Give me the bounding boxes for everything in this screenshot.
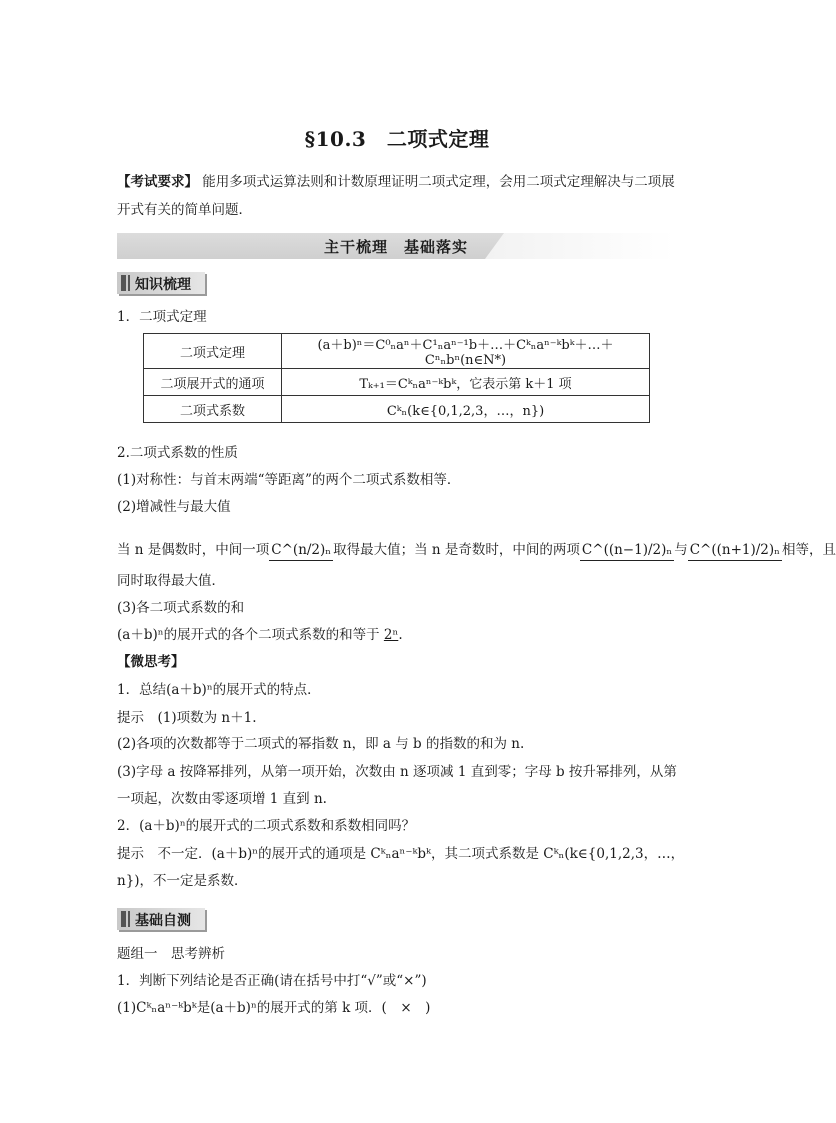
combination-odd-1: C^((n−1)/2)ₙ	[580, 540, 674, 561]
table-row	[144, 369, 650, 396]
formula-table	[143, 333, 650, 423]
exercise: 1．判断下列结论是否正确(请在括号中打“√”或“×”)	[117, 973, 427, 989]
table-row	[144, 396, 650, 423]
item1-title: 1．二项式定理	[117, 309, 207, 325]
table-content: Tₖ₊₁＝Cᵏₙaⁿ⁻ᵏbᵏ，它表示第 k＋1 项	[282, 369, 650, 396]
text-span: (a＋b)ⁿ的展开式的各个二项式系数的和等于	[117, 627, 380, 643]
combination-even: C^(n/2)ₙ	[269, 540, 333, 561]
text-span: 当 n 是偶数时，中间一项	[117, 542, 270, 558]
hint: n})，不一定是系数．	[117, 873, 248, 889]
exam-requirement-text: 能用多项式运算法则和计数原理证明二项式定理，会用二项式定理解决与二项展	[202, 174, 675, 190]
paragraph: (3)各二项式系数的和	[117, 600, 245, 616]
hint: (2)各项的次数都等于二项式的幂指数 n，即 a 与 b 的指数的和为 n.	[117, 736, 525, 752]
text-span: 取得最大值；当 n 是奇数时，中间的两项	[333, 542, 580, 558]
page-title: §10.3 二项式定理	[304, 127, 490, 151]
hint: 一项起，次数由零逐项增 1 直到 n.	[117, 791, 327, 807]
exam-requirement-line2: 开式有关的简单问题．	[117, 202, 252, 218]
table-content: Cᵏₙ(k∈{0,1,2,3，…，n})	[282, 396, 650, 423]
bar-icon	[121, 911, 126, 927]
think-tag: 【微思考】	[117, 654, 185, 670]
table-content: (a＋b)ⁿ＝C⁰ₙaⁿ＋C¹ₙaⁿ⁻¹b＋…＋Cᵏₙaⁿ⁻ᵏbᵏ＋…＋Cⁿₙbⁿ(n∈N*)	[282, 334, 650, 369]
paragraph-sum: (a＋b)ⁿ的展开式的各个二项式系数的和等于 2ⁿ.	[117, 627, 403, 643]
section-header-selftest	[117, 908, 205, 930]
bar-icon	[128, 911, 130, 927]
question: 1．总结(a＋b)ⁿ的展开式的特点．	[117, 682, 321, 698]
item2-title: 2.二项式系数的性质	[117, 445, 238, 461]
combination-odd-2: C^((n+1)/2)ₙ	[688, 540, 782, 561]
bar-icon	[121, 275, 126, 291]
group-title: 题组一 思考辨析	[117, 946, 225, 962]
text-span: 相等，且	[781, 542, 836, 558]
paragraph: (2)增减性与最大值	[117, 499, 231, 515]
hint: 提示 不一定．(a＋b)ⁿ的展开式的通项是 Cᵏₙaⁿ⁻ᵏbᵏ，其二项式系数是 Cᵏₙ(k∈{0,1,2,3，…，	[117, 846, 685, 862]
section-banner	[117, 233, 675, 259]
hint: 提示 (1)项数为 n＋1.	[117, 710, 257, 726]
bar-icon	[128, 275, 130, 291]
section-header-knowledge	[117, 272, 205, 294]
banner-title: 主干梳理 基础落实	[323, 238, 468, 256]
text-span: 与	[674, 542, 688, 558]
exercise-item: (1)Cᵏₙaⁿ⁻ᵏbᵏ是(a＋b)ⁿ的展开式的第 k 项．( × )	[117, 1000, 431, 1016]
hint: (3)字母 a 按降幂排列，从第一项开始，次数由 n 逐项减 1 直到零；字母 b 按升幂排列，从第	[117, 764, 677, 780]
answer-blank: 2ⁿ	[383, 627, 399, 643]
paragraph: (1)对称性：与首末两端“等距离”的两个二项式系数相等．	[117, 472, 461, 488]
paragraph-max-value	[117, 540, 836, 561]
exam-requirement-tag: 【考试要求】	[117, 174, 198, 190]
table-label: 二项式定理	[144, 334, 282, 369]
exam-requirement-line1	[117, 172, 675, 192]
section-header-label: 知识梳理	[135, 277, 191, 293]
table-label: 二项式系数	[144, 396, 282, 423]
section-header-label: 基础自测	[135, 913, 191, 929]
paragraph: 同时取得最大值．	[117, 573, 225, 589]
table-row	[144, 334, 650, 369]
table-label: 二项展开式的通项	[144, 369, 282, 396]
question: 2．(a＋b)ⁿ的展开式的二项式系数和系数相同吗？	[117, 818, 416, 834]
